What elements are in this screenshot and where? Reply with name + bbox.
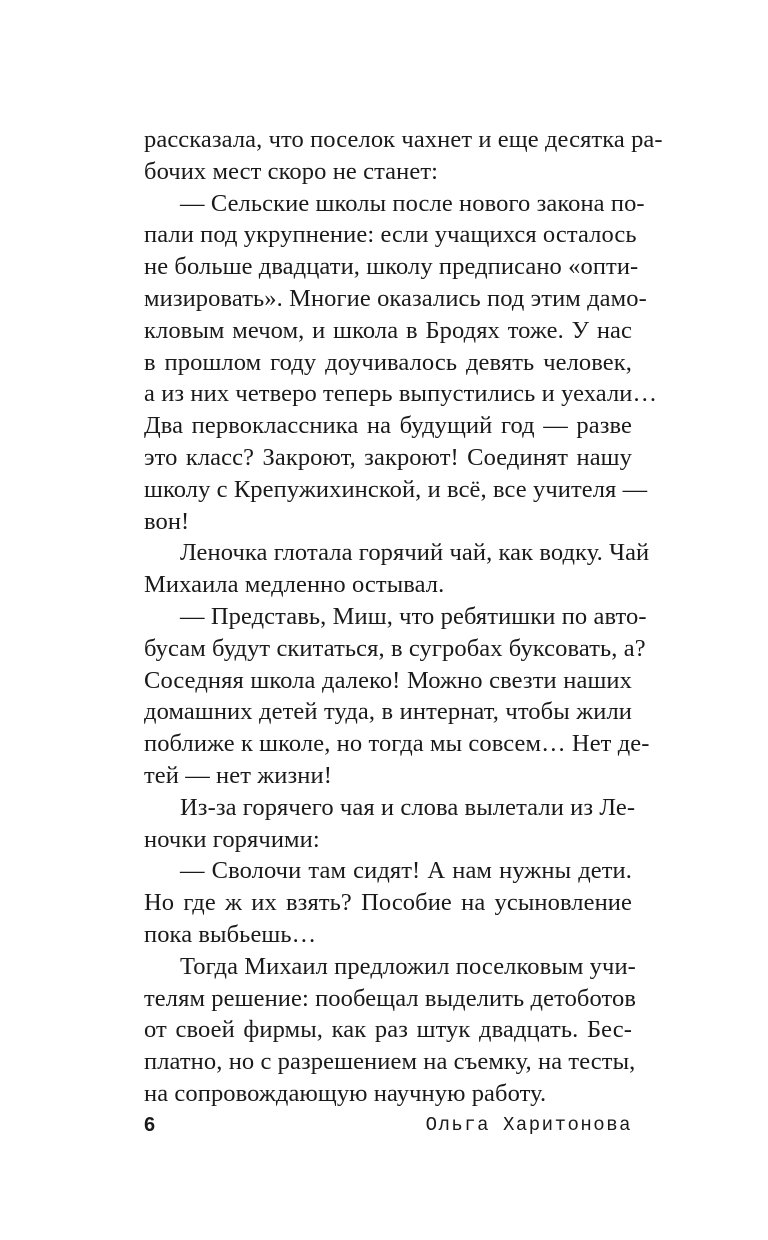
text-line: телям решение: пообещал выделить детоботов	[144, 984, 637, 1012]
text-line: Михаила медленно остывал.	[144, 571, 445, 599]
text-line: Из-за горячего чая и слова вылетали из Ле-	[180, 793, 636, 821]
text-line: кловым мечом, и школа в Бродях тоже. У нас	[144, 316, 632, 344]
text-line: не больше двадцати, школу предписано «опти-	[144, 253, 639, 281]
text-line: Два первоклассника на будущий год — разве	[144, 412, 632, 440]
text-line: в прошлом году доучивалось девять человек,	[144, 348, 632, 376]
text-line: на сопровождающую научную работу.	[144, 1079, 547, 1107]
text-line: вон!	[144, 507, 190, 535]
text-line: бусам будут скитаться, в сугробах буксовать, а?	[144, 634, 646, 662]
page-number: 6	[144, 1113, 156, 1136]
text-line: Соседняя школа далеко! Можно свезти наших	[144, 666, 632, 694]
text-line: домашних детей туда, в интернат, чтобы жили	[144, 698, 632, 726]
text-line: пока выбьешь…	[144, 920, 317, 948]
text-line: пали под укрупнение: если учащихся осталось	[144, 221, 637, 249]
text-line: рассказала, что поселок чахнет и еще десятка ра-	[144, 126, 663, 153]
text-line: а из них четверо теперь выпустились и уехали…	[144, 380, 658, 408]
text-line: ночки горячими:	[144, 825, 320, 853]
text-line: Тогда Михаил предложил поселковым учи-	[180, 952, 636, 980]
running-author: Ольга Харитонова	[425, 1114, 632, 1136]
text-line: тей — нет жизни!	[144, 761, 332, 789]
text-line: платно, но с разрешением на съемку, на тесты,	[144, 1048, 636, 1076]
page-footer	[144, 1110, 632, 1140]
text-line: поближе к школе, но тогда мы совсем… Нет де-	[144, 730, 650, 758]
text-line: мизировать». Многие оказались под этим дамо-	[144, 284, 647, 312]
text-line: от своей фирмы, как раз штук двадцать. Бес-	[144, 1016, 632, 1044]
text-line: Леночка глотала горячий чай, как водку. Чай	[180, 539, 650, 567]
text-line: — Представь, Миш, что ребятишки по авто-	[180, 602, 647, 630]
text-line: — Сельские школы после нового закона по-	[180, 189, 645, 217]
text-line: Но где ж их взять? Пособие на усыновление	[144, 889, 632, 917]
text-line: школу с Крепужихинской, и всё, все учителя —	[144, 475, 648, 503]
text-line: — Сволочи там сидят! А нам нужны дети.	[180, 857, 632, 885]
text-line: бочих мест скоро не станет:	[144, 157, 439, 185]
text-line: это класс? Закроют, закроют! Соединят нашу	[144, 443, 632, 471]
page-body	[144, 124, 663, 1110]
